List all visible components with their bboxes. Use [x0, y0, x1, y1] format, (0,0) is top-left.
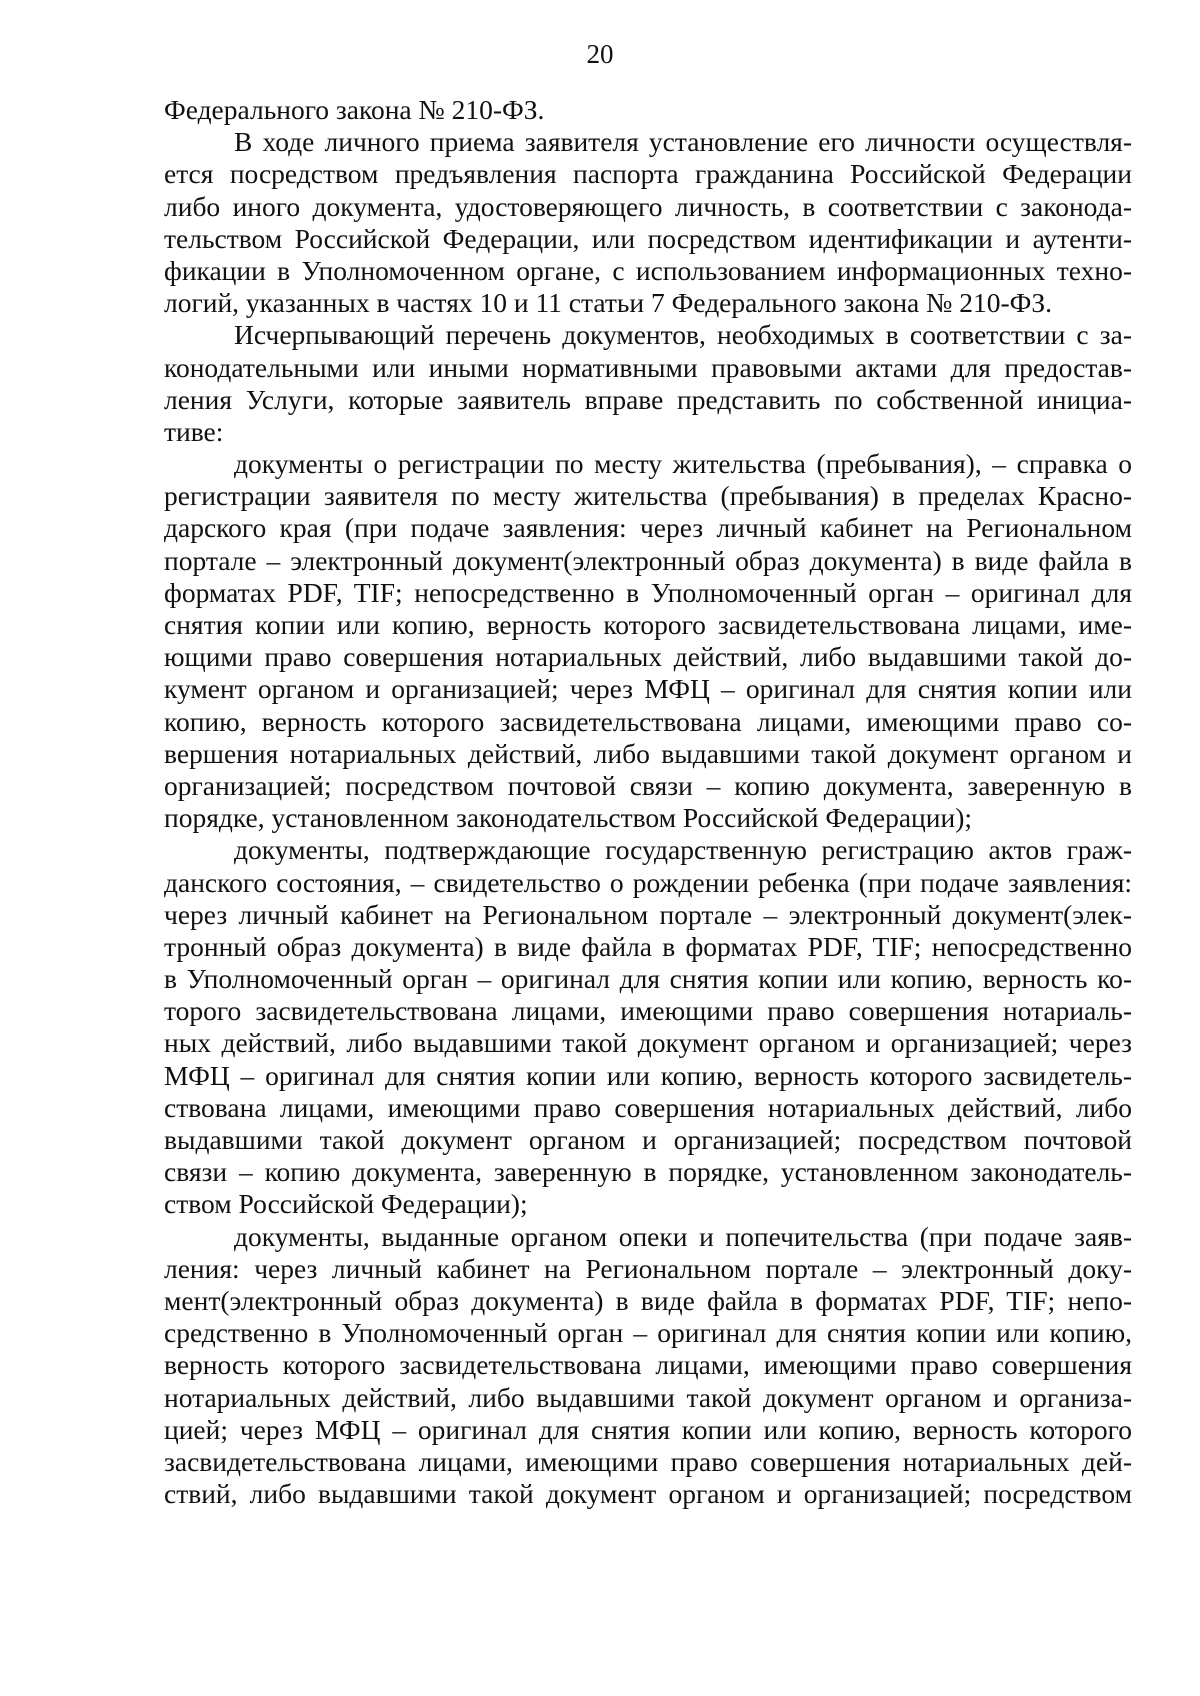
text-line: портале – электронный документ(электронный образ документа) в виде файла в	[164, 544, 1132, 576]
text-line: конодательными или иными нормативными правовыми актами для предостав-	[164, 351, 1132, 383]
text-line: ления: через личный кабинет на Региональном портале – электронный доку-	[164, 1252, 1132, 1284]
text-line: форматах PDF, TIF; непосредственно в Уполномоченный орган – оригинал для	[164, 576, 1132, 608]
text-line: организацией; посредством почтовой связи – копию документа, заверенную в	[164, 769, 1132, 801]
page-number: 20	[586, 39, 614, 69]
text-line: средственно в Уполномоченный орган – оригинал для снятия копии или копию,	[164, 1317, 1132, 1349]
text-line: тельством Российской Федерации, или посредством идентификации и аутенти-	[164, 222, 1132, 254]
text-line: ющими право совершения нотариальных действий, либо выдавшими такой до-	[164, 641, 1132, 673]
text-line: документы, выданные органом опеки и попечительства (при подаче заяв-	[234, 1220, 1132, 1252]
text-line: Исчерпывающий перечень документов, необходимых в соответствии с за-	[234, 319, 1132, 351]
text-line: мент(электронный образ документа) в виде файла в форматах PDF, TIF; непо-	[164, 1284, 1132, 1316]
text-line: ствована лицами, имеющими право совершения нотариальных действий, либо	[164, 1091, 1132, 1123]
text-line: ных действий, либо выдавшими такой документ органом и организацией; через	[164, 1027, 1132, 1059]
text-line: логий, указанных в частях 10 и 11 статьи 7 Федерального закона № 210-ФЗ.	[164, 287, 1053, 319]
text-line: либо иного документа, удостоверяющего личность, в соответствии с законода-	[164, 190, 1132, 222]
text-line: Федерального закона № 210-ФЗ.	[164, 94, 545, 125]
text-line: данского состояния, – свидетельство о рождении ребенка (при подаче заявления:	[164, 866, 1132, 898]
text-line: МФЦ – оригинал для снятия копии или копию, верность которого засвидетель-	[164, 1059, 1132, 1091]
text-line: фикации в Уполномоченном органе, с использованием информационных техно-	[164, 254, 1132, 286]
text-line: засвидетельствована лицами, имеющими право совершения нотариальных дей-	[164, 1445, 1132, 1477]
text-line: кумент органом и организацией; через МФЦ – оригинал для снятия копии или	[164, 673, 1132, 705]
body-text	[164, 94, 1132, 1510]
text-line: в Уполномоченный орган – оригинал для снятия копии или копию, верность ко-	[164, 963, 1132, 995]
text-line: документы, подтверждающие государственную регистрацию актов граж-	[234, 834, 1132, 866]
text-line: цией; через МФЦ – оригинал для снятия копии или копию, верность которого	[164, 1413, 1132, 1445]
text-line: тиве:	[164, 415, 224, 447]
text-line: вершения нотариальных действий, либо выдавшими такой документ органом и	[164, 737, 1132, 769]
text-line: дарского края (при подаче заявления: через личный кабинет на Региональном	[164, 512, 1132, 544]
text-line: верность которого засвидетельствована лицами, имеющими право совершения	[164, 1349, 1132, 1381]
text-line: регистрации заявителя по месту жительства (пребывания) в пределах Красно-	[164, 480, 1132, 512]
text-line: копию, верность которого засвидетельствована лицами, имеющими право со-	[164, 705, 1132, 737]
text-line: связи – копию документа, заверенную в порядке, установленном законодатель-	[164, 1156, 1132, 1188]
text-line: через личный кабинет на Региональном портале – электронный документ(элек-	[164, 898, 1132, 930]
text-line: торого засвидетельствована лицами, имеющими право совершения нотариаль-	[164, 995, 1132, 1027]
text-line: ствий, либо выдавшими такой документ органом и организацией; посредством	[164, 1478, 1132, 1510]
text-line: ления Услуги, которые заявитель вправе представить по собственной инициа-	[164, 383, 1132, 415]
text-line: снятия копии или копию, верность которого засвидетельствована лицами, име-	[164, 609, 1132, 640]
text-line: ется посредством предъявления паспорта гражданина Российской Федерации	[164, 158, 1132, 190]
text-line: тронный образ документа) в виде файла в форматах PDF, TIF; непосредственно	[164, 930, 1132, 962]
text-line: документы о регистрации по месту жительства (пребывания), – справка о	[234, 448, 1132, 480]
text-line: выдавшими такой документ органом и организацией; посредством почтовой	[164, 1124, 1132, 1155]
text-line: В ходе личного приема заявителя установление его личности осуществля-	[234, 126, 1132, 158]
text-line: порядке, установленном законодательством Российской Федерации);	[164, 802, 972, 834]
text-line: нотариальных действий, либо выдавшими такой документ органом и организа-	[164, 1381, 1132, 1413]
text-line: ством Российской Федерации);	[164, 1188, 528, 1220]
